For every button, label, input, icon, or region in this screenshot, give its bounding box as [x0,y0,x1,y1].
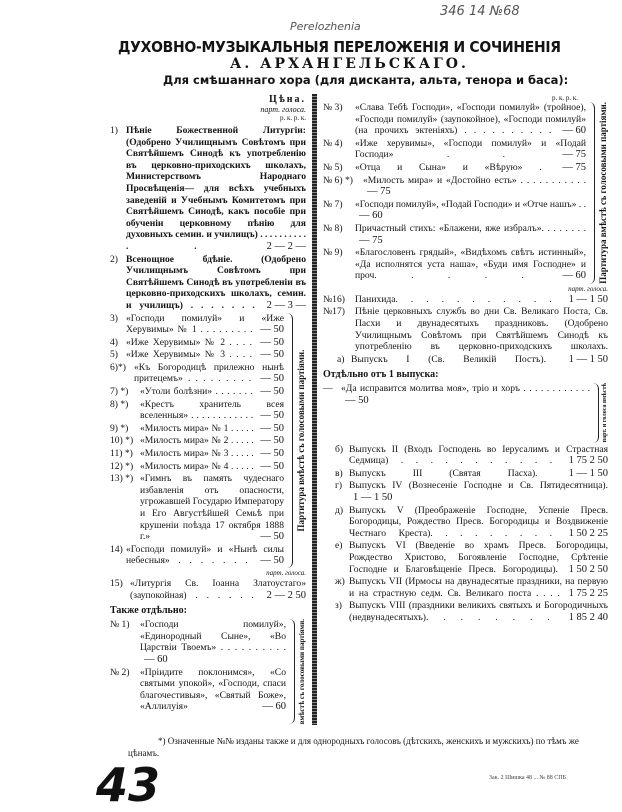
item-title: «Господи помилуй», «Единородный Сыне», «Во Царствіи Твоемъ» . . . . . . . . . . [140,619,286,654]
item-body [355,162,586,174]
item-number: б) [335,443,344,455]
list-item [323,223,586,246]
item-body [355,138,586,161]
item-body [355,223,586,246]
list-item [110,337,284,349]
brace-label: парт. и голоса вмѣстѣ [602,383,608,443]
item-number: 7) *) [110,386,129,398]
page-title: ДУХОВНО-МУЗЫКАЛЬНЫЯ ПЕРЕЛОЖЕНІЯ И СОЧИНЕНІЯ [118,38,561,56]
list-item [110,578,306,601]
price-list [110,94,608,725]
item-number: № 1) [110,619,130,631]
item-number: № 6) *) [323,174,353,186]
item-price: 1 85 2 40 [568,611,609,623]
item-number: 10) *) [110,435,134,447]
price-note: парт. голоса. [266,568,306,577]
item-price: 1 50 2 25 [568,527,608,539]
item-price: 2 — 3 — [266,299,306,311]
brace-group [323,383,608,442]
item-price: 1 — 1 50 [568,353,608,365]
item-number: № 7) [323,198,343,210]
item-price: — 75 [562,149,586,161]
item-price: — 75 [367,186,391,198]
item-price: — 50 [260,531,284,543]
item-price: — 50 [260,555,284,567]
page-bottom [96,759,566,811]
item-price: 1 — 1 50 [568,467,608,479]
item-title: Панихида. . . . . . . . . . . [355,293,552,305]
item-price: — 50 [260,410,284,422]
list-item [110,399,284,422]
footnote: *) Означенные №№ изданы также и для однородныхъ голосовъ (дѣтскихъ, женскихъ и мужскихъ) по тѣмъ же цѣнамъ. [128,736,579,759]
author: А. АРХАНГЕЛЬСКАГО. [230,56,469,72]
also-separately-heading: Также отдѣльно: [110,605,187,617]
item-title: Выпускъ II (Входъ Господень во Іерусалимъ и Страстная Седмица) . . . . . . . . . . . [349,443,608,467]
item-title: Пѣніе Божественной Литургіи: (Одобрено Училищнымъ Совѣтомъ при Святѣйшемъ Синодѣ къ употребленію въ церковно-приходскихъ школахъ, Министерствомъ Народнаго Просвѣщенія— для всѣхъ учебныхъ заведеній и Учебнымъ Комитетомъ при Святѣйшемъ Синодѣ, какъ пособіе при обученіи церковному пѣнію для духовныхъ семин. и училищъ) . . . . . . . . . . . . [126,125,306,252]
item-number: 13) *) [110,473,134,485]
item-title: Выпускъ IV (Вознесеніе Господне и Св. Пятидесятница). [349,480,608,492]
list-item [337,354,608,366]
list-item [323,294,608,306]
handwritten-note-top: Perelozhenia [290,20,361,33]
item-title: «Господи помилуй», «Подай Господи» и «Отче нашъ» . . [355,198,586,210]
item-body [349,576,608,599]
printer-mark: Зак. 2 Шишка 48 ... № 88 СПБ [489,775,566,782]
item-title: «Господи помилуй» и «Нынѣ силы небесныя» . . . . . . . [126,543,284,567]
price-sub: парт. голоса. [260,105,306,114]
handwritten-number-bottom: 43 [96,758,161,812]
header [0,0,622,94]
item-price: — 50 [345,394,369,406]
list-item [335,540,608,575]
item-number: 14) [110,543,123,555]
item-price: 2 — 2 50 [266,589,306,601]
brace-label: Партитура вмѣстѣ съ голосовыми партіями. [598,102,608,284]
brace [289,619,295,724]
item-number: № 9) [323,247,343,259]
item-body [130,578,306,601]
item-price: — 60 [562,270,586,282]
list-item [323,306,608,352]
brace [287,313,293,568]
item-title: «Отца и Сына» и «Вѣрую» . [355,161,542,173]
list-item [110,667,286,713]
item-number: 4) [110,336,118,348]
item-number: 9) *) [110,422,129,434]
item-number: з) [335,600,342,612]
left-column [110,94,306,725]
brace-column [287,313,306,568]
item-price: — 50 [260,460,284,472]
item-price: — 50 [260,349,285,361]
item-body [349,468,608,480]
item-title: «Литургія Св. Іоанна Златоустаго» (заупокойная) . . . . . . [130,577,306,601]
list-item [323,383,590,406]
item-title: «Милость мира» № 1 . . . . . [140,422,254,434]
item-number: № 5) [323,161,343,173]
item-body [349,444,608,467]
list-item [110,435,284,447]
item-number: е) [335,540,343,552]
item-price: 1 — 1 50 [568,293,608,305]
item-price: — 60 [262,701,286,713]
item-title: «Милость мира» и «Достойно есть» . . . . . . . . . . . [363,174,586,186]
brace-column [289,619,306,724]
item-number: №16) [323,293,345,305]
item-price: — 60 [144,653,168,665]
handwritten-number-top: 346 14 №68 [440,4,520,19]
price-header [110,94,306,122]
price-label: Цѣна. [268,94,306,105]
item-number: № 8) [323,222,343,234]
list-item [335,505,608,540]
group-items [323,102,586,284]
item-title: Выпускъ III (Святая Пасха). [349,467,538,479]
item-body [363,175,586,198]
item-title: «Милость мира» № 2 . . . . . [140,435,254,447]
item-title: «Благословенъ грядый», «Видѣхомъ свѣтъ истинный», «Да исполнятся уста наша», «Буди имя Господне» и проч. . . . . [355,247,586,282]
item-number: 1) [110,125,118,136]
item-number: № 2) [110,666,130,678]
brace-column [589,102,608,284]
item-body [355,294,608,306]
item-title: Всенощное бдѣніе. (Одобрено Училищнымъ Совѣтомъ при Святѣйшемъ Синодѣ въ употребленіи въ церковно-приходскихъ школахъ, семин. и училищъ) . . . . . . . [126,253,306,311]
item-body [349,540,608,575]
item-price: — 75 [562,161,587,173]
item-body [140,399,284,422]
list-item [335,468,608,480]
item-price: — 75 [359,234,383,246]
price-note: парт. голоса. [568,284,608,293]
item-number: 3) [110,312,118,324]
item-body [351,354,608,366]
item-body [126,349,284,361]
item-number: 8) *) [110,398,129,410]
list-item [335,480,608,503]
item-price: — 60 [359,210,383,222]
item-title: Выпускъ I (Св. Великій Постъ). [351,353,546,365]
item-price: — 50 [260,435,284,447]
group-items [323,383,590,442]
item-body [355,199,586,222]
list-item [110,125,306,253]
item-title: «Гимнъ въ память чудеснаго избавленія отъ опасности, угрожавшей Государю Императору и Его Августѣйшей Семьѣ при крушеніи поѣзда 17 октября 1888 г.» [140,473,284,543]
list-item [110,349,284,361]
item-title: «Пріидите поклонимся», «Со святыми упокой», «Господи, спаси благочестивыя», «Святый Боже», «Аллилуія» [140,666,286,713]
item-title: Пѣніе церковныхъ службъ во дни Св. Великаго Поста, Св. Пасхи и двунадесятыхъ праздниковъ. (Одобрено Училищнымъ Совѣтомъ при Святѣйшемъ Синодѣ къ употребленію въ церковно-приходскихъ школахъ. [355,306,608,353]
brace [593,383,599,442]
item-title: Выпускъ VIII (праздники великихъ святыхъ и Богородичныхъ (недвунадесятыхъ). . . . . . . . [349,600,608,623]
list-item [110,386,284,398]
list-item [110,619,286,665]
item-body [140,423,284,435]
item-price: 1 75 2 50 [568,455,608,467]
item-price: 1 — 1 50 [353,492,393,504]
item-body [126,313,284,336]
item-body [140,473,284,543]
list-item [110,473,284,543]
brace-group [323,102,608,284]
brace-group [110,313,306,568]
brace-label: Партитура вмѣстѣ съ голосовыми партіями. [296,349,306,532]
item-title: «Иже Херувимы» № 2 . . . . [126,336,253,348]
item-number: д) [335,504,344,516]
item-body [355,247,586,282]
list-item [323,199,586,222]
list-item [323,102,586,137]
item-number: г) [335,480,343,492]
item-price: — 50 [260,324,284,336]
list-item [335,576,608,599]
item-price: — 50 [260,422,284,434]
list-item [323,162,586,174]
item-number: 6)*) [110,361,126,373]
item-body [140,667,286,713]
item-number: в) [335,467,343,479]
item-body [349,505,608,540]
list-item [323,175,586,198]
item-title: «Къ Богородицѣ прилежно нынѣ притецемъ» . . . . . . . . . [134,361,284,385]
list-item [110,461,284,473]
item-price: — 50 [260,336,285,348]
item-body [341,383,590,406]
item-title: Выпускъ VI (Введеніе во храмъ Пресв. Богородицы, Рождество Христово, Богоявленіе Господне, Срѣтеніе Господне и Благовѣщеніе Пресв. Богородицы). [349,540,608,575]
item-title: Выпускъ V (Преображеніе Господне, Успеніе Пресв. Богородицы, Рождество Пресв. Богородицы и Воздвиженіе Честнаго Креста). . . . . . . . . [349,504,608,539]
item-title: «Милость мира» № 3 . . . . . [140,448,254,460]
item-number: 2) [110,253,118,265]
item-title: «Иже херувимы», «Господи помилуй» и «Подай Господи» . . [355,137,586,161]
item-price: — 50 [260,448,284,460]
item-title: «Милость мира» № 4 . . . . . [140,460,254,472]
item-body [140,386,284,398]
price-units-right: р. к. р. к. [551,94,578,102]
list-item [335,444,608,467]
item-body [126,254,306,312]
item-body [134,362,284,385]
item-number: № 4) [323,137,343,149]
item-number: 12) *) [110,460,134,472]
item-number: — [323,383,333,395]
item-price: 1 75 2 25 [568,587,608,599]
item-title: Выпускъ VII (Ирмосы на двунадесятые праздники, на первую и на страстную седм. Св. Великаго поста . . . . [349,576,608,599]
list-item [110,423,284,435]
item-price: 1 50 2 50 [568,563,608,575]
item-number: ж) [335,576,345,588]
item-body [126,337,284,349]
item-number: 15) [110,577,123,589]
item-title: «Да исправится молитва моя», тріо и хоръ . . . . . . . . . . . . [341,383,590,395]
item-price: — 50 [260,373,284,385]
item-price: 2 — 2 — [266,240,306,252]
item-title: «Господи помилуй» и «Иже Херувимы» № 1 . . . . . . . . . [126,312,284,336]
item-price: — 60 [562,125,586,137]
item-body [140,435,284,447]
item-number: а) [337,353,345,365]
item-title: «Слава Тебѣ Господи», «Господи помилуй» (тройное), «Господи помилуй» (заупокойное), «Господи помилуй» (на прочихъ эктеніяхъ) . . . . . . . . . . [355,102,586,137]
item-title: «Иже Херувимы» № 3 . . . . [126,349,253,361]
brace-label: вмѣстѣ съ голосовыми партіями. [298,619,306,725]
group-items [110,619,286,724]
brace [589,102,595,284]
item-number: 5) [110,349,118,361]
separately-heading: Отдѣльно отъ 1 выпуска: [323,369,439,381]
item-body [349,480,608,503]
list-item [335,600,608,623]
item-title: «Крестъ хранитель всея вселенныя» . . . . . . . . . . . . [140,398,284,422]
item-title: Причастный стихъ: «Блажени, яже избралъ». . . . . . . . [355,222,586,234]
item-title: «Утоли болѣзни» . . . . . . . [140,386,253,398]
list-item [323,247,586,282]
item-body [140,461,284,473]
group-items [110,313,284,568]
brace-group [110,619,306,724]
subtitle: Для смѣшаннаго хора (для дисканта, альта, тенора и баса): [163,73,569,87]
list-item [110,544,284,567]
item-body [355,306,608,352]
list-item [110,448,284,460]
item-body [355,102,586,137]
item-number: №17) [323,306,345,318]
item-number: 11) *) [110,448,133,460]
item-body [126,544,284,567]
right-column [323,94,608,625]
item-body [349,600,608,623]
column-divider [312,94,317,725]
item-body [140,619,286,665]
item-body [126,125,306,253]
price-units: р. к. р. к. [279,114,306,122]
item-body [140,448,284,460]
brace-column [593,383,608,442]
list-item [110,362,284,385]
list-item [323,138,586,161]
item-price: — 50 [260,386,284,398]
list-item [110,313,284,336]
item-number: № 3) [323,102,343,113]
list-item [110,254,306,312]
